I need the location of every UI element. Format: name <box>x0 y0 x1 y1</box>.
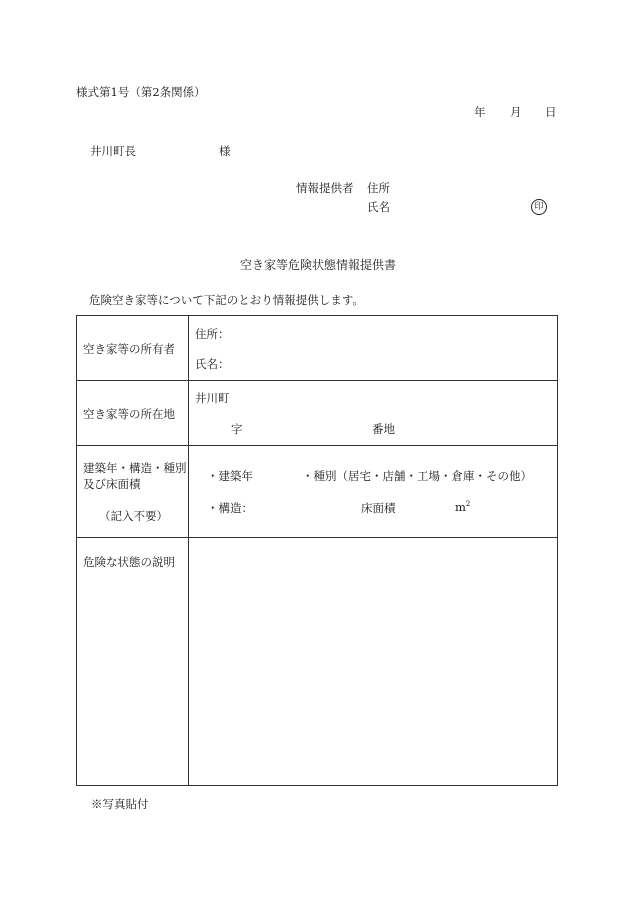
intro-text: 危険空き家等について下記のとおり情報提供します。 <box>89 293 364 307</box>
provider-name-label: 氏名 <box>367 200 390 214</box>
owner-label-cell <box>77 316 189 381</box>
location-banchi: 番地 <box>372 422 395 436</box>
owner-label: 空き家等の所有者 <box>83 342 175 356</box>
owner-name-label: 氏名： <box>195 357 230 371</box>
owner-value-cell <box>189 316 558 381</box>
form-number: 様式第1号（第2条関係） <box>76 85 206 99</box>
owner-address-label: 住所： <box>195 327 230 341</box>
document-title: 空き家等危険状態情報提供書 <box>240 258 397 272</box>
addressee-name: 井川町長 <box>90 144 136 158</box>
building-label-line2: 及び床面積 <box>83 477 141 491</box>
row-danger <box>77 538 558 786</box>
location-aza: 字 <box>231 422 243 436</box>
row-building <box>77 446 558 538</box>
row-owner <box>77 316 558 381</box>
building-year: ・建築年 <box>207 469 253 483</box>
danger-description-cell[interactable] <box>189 538 558 786</box>
building-value-cell <box>189 446 558 538</box>
floor-area-unit: $m^2$ <box>455 500 471 514</box>
building-floor-area: 床面積 <box>361 501 396 515</box>
row-location <box>77 381 558 446</box>
location-value-cell <box>189 381 558 446</box>
date-month: 月 <box>510 105 522 119</box>
date-day: 日 <box>545 105 557 119</box>
photo-attachment-note: ※写真貼付 <box>91 797 149 811</box>
danger-label: 危険な状態の説明 <box>83 555 175 569</box>
info-table <box>76 315 558 786</box>
provider-address-label: 住所 <box>367 181 390 195</box>
building-structure: ・構造： <box>207 501 253 515</box>
building-label-line1: 建築年・構造・種別 <box>83 461 187 475</box>
date-year: 年 <box>474 105 486 119</box>
location-town: 井川町 <box>195 391 230 405</box>
addressee-honorific: 様 <box>219 144 231 158</box>
danger-label-cell <box>77 538 189 786</box>
building-label-cell <box>77 446 189 538</box>
seal-mark: 印 <box>531 199 547 215</box>
provider-role: 情報提供者 <box>296 181 354 195</box>
location-label-cell <box>77 381 189 446</box>
location-label: 空き家等の所在地 <box>83 407 175 421</box>
building-note: （記入不要） <box>99 509 168 523</box>
building-type: ・種別（居宅・店舗・工場・倉庫・その他） <box>302 469 532 483</box>
